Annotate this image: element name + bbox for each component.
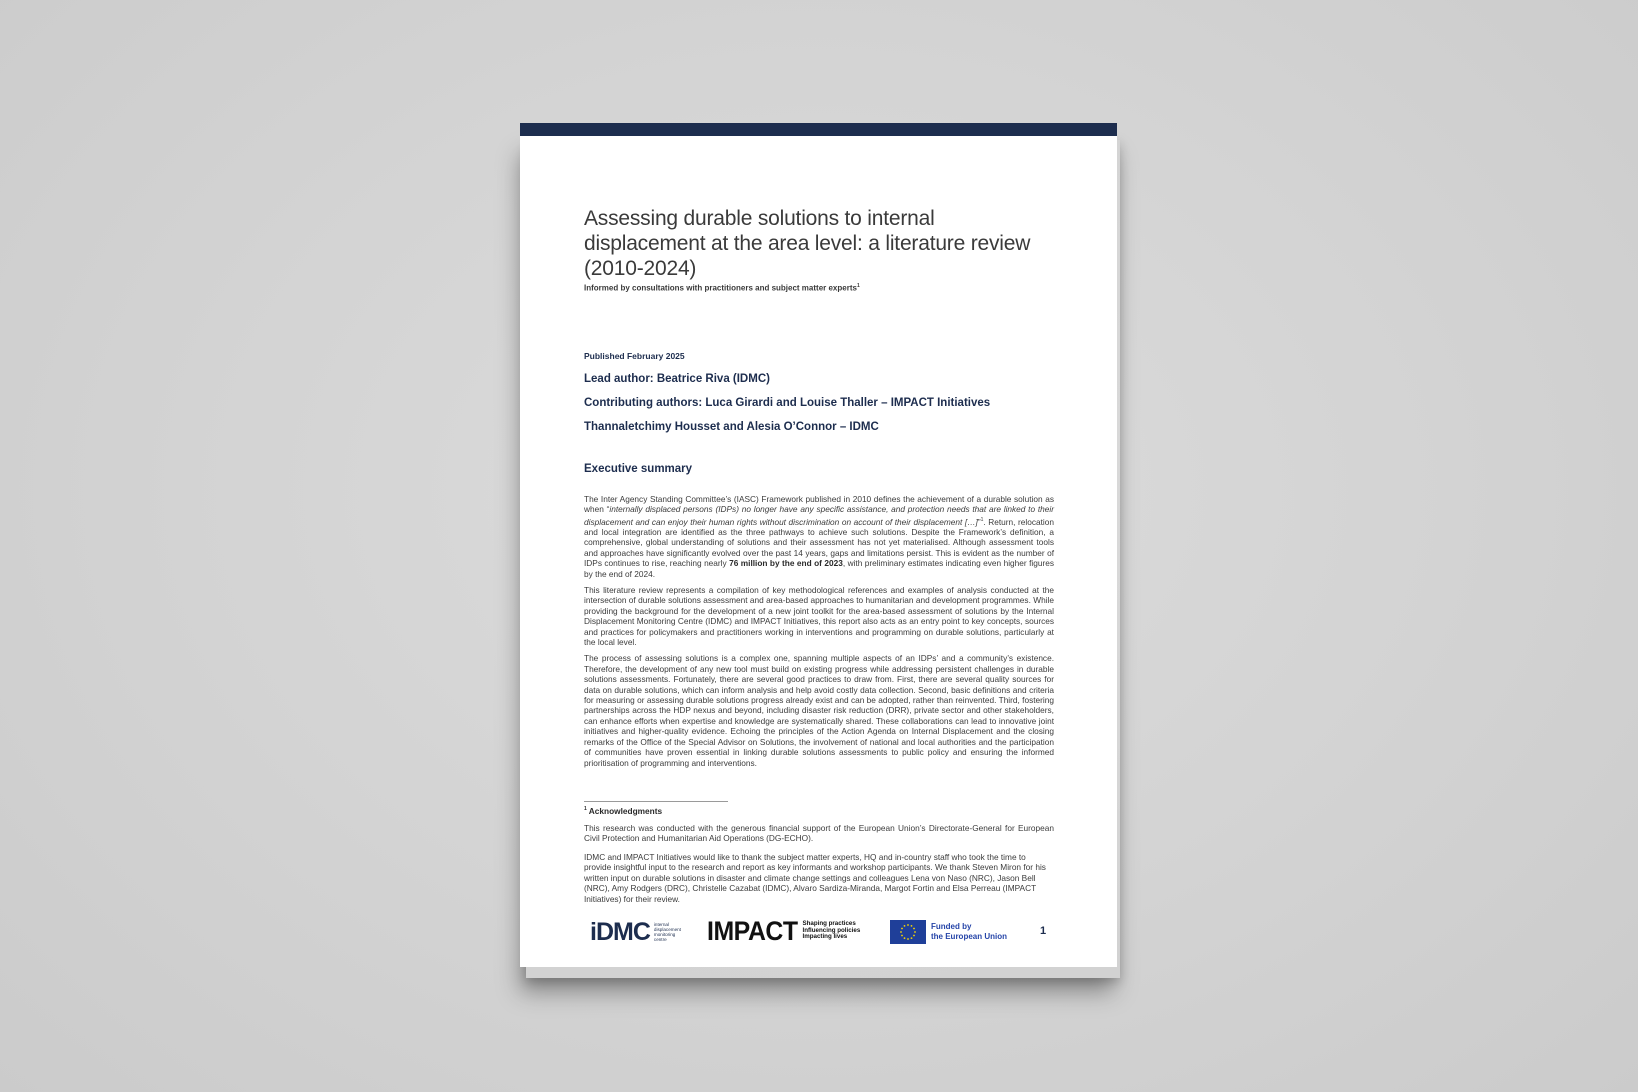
executive-summary-body bbox=[584, 494, 1054, 774]
tagline-line: Influencing policies bbox=[802, 926, 861, 934]
lead-author: Lead author: Beatrice Riva (IDMC) bbox=[584, 373, 770, 385]
tagline-line: monitoring bbox=[653, 932, 676, 937]
eu-funding-text bbox=[931, 922, 1007, 942]
footnote-text-1: This research was conducted with the generous financial support of the European Union’s Directorate-General for European Civil Protection and Humanitarian Aid Operations (DG-ECHO). bbox=[584, 823, 1054, 844]
tagline-line: Shaping practices bbox=[802, 919, 856, 927]
idmc-logo bbox=[590, 919, 681, 945]
document-page bbox=[520, 123, 1117, 967]
eu-funding-logo bbox=[890, 920, 1007, 944]
eu-text-line: Funded by bbox=[931, 922, 972, 931]
footer-logos bbox=[584, 917, 1054, 947]
eu-flag-icon bbox=[890, 920, 926, 944]
document-title bbox=[584, 206, 1054, 281]
title-line: Assessing durable solutions to internal bbox=[584, 207, 935, 230]
impact-wordmark: IMPACT bbox=[707, 916, 798, 946]
tagline-line: displacement bbox=[653, 926, 681, 932]
additional-authors: Thannaletchimy Housset and Alesia O’Connor – IDMC bbox=[584, 421, 879, 433]
title-line: displacement at the area level: a literature review bbox=[584, 232, 1031, 255]
idmc-tagline bbox=[654, 922, 681, 943]
published-date: Published February 2025 bbox=[584, 351, 685, 361]
footnote-marker[interactable]: 1 bbox=[980, 516, 984, 523]
paragraph-3: The process of assessing solutions is a complex one, spanning multiple aspects of an IDPs’ and a community’s existence. Therefore, the development of any new tool must build on existing progress while addressing persistent challenges in durable solutions assessments. Fortunately, there are several good practices to draw from. First, there are several quality sources for data on durable solutions, which can inform analysis and help avoid costly data collection. Second, basic definitions and criteria for measuring or assessing durable solutions progress already exist and can be adopted, rather than reinvented. Third, fostering partnerships across the HDP nexus and beyond, including disaster risk reduction (DRR), private sector and other stakeholders, can enhance efforts when expertise and knowledge are systematically shared. These collaborations can lead to innovative joint initiatives and higher-quality evidence. Echoing the principles of the Action Agenda on Internal Displacement and the closing remarks of the Office of the Special Advisor on Solutions, the involvement of national and local authorities and the participation of communities have proven essential in linking durable solutions assessments to public policy and ensuring the informed prioritisation of programming and interventions. bbox=[584, 653, 1054, 768]
document-subtitle bbox=[584, 283, 860, 293]
contributing-authors: Contributing authors: Luca Girardi and Louise Thaller – IMPACT Initiatives bbox=[584, 397, 991, 409]
text: The Inter Agency Standing Committee’s (IASC) Framework published in 2010 defines the achievement of a durable solution as when “ bbox=[584, 494, 1054, 515]
section-heading: Executive summary bbox=[584, 463, 693, 475]
impact-logo bbox=[707, 917, 860, 945]
tagline-line: internal bbox=[653, 921, 669, 927]
tagline-line: centre bbox=[653, 937, 667, 943]
text: . Return, relocation and local integration are identified as the three pathways to achieve such solutions. Despite the Framework’s definition, a comprehensive, global understanding of solutions and their assessment has not yet materialised. Although assessment tools and approaches have significantly evolved over the past 14 years, gaps and limitations persist. This is evident as the number of IDPs continues to rise, reaching nearly bbox=[584, 516, 1054, 569]
footnote-heading-text: Acknowledgments bbox=[588, 806, 663, 816]
quote-text: internally displaced persons (IDPs) no longer have any specific assistance, and protection needs that are linked to their displacement and can enjoy their human rights without discrimination on account of their displacement […] bbox=[584, 504, 1054, 527]
header-bar bbox=[520, 123, 1117, 136]
text: , with preliminary estimates indicating even higher figures by the end of 2024. bbox=[584, 558, 1054, 579]
footnote-divider bbox=[584, 801, 728, 802]
footnote-marker: 1 bbox=[584, 806, 587, 813]
subtitle-text: Informed by consultations with practitioners and subject matter experts bbox=[584, 283, 857, 293]
eu-text-line: the European Union bbox=[931, 932, 1007, 941]
tagline-line: Impacting lives bbox=[802, 933, 848, 941]
text: ” bbox=[977, 516, 981, 527]
footnote-marker[interactable]: 1 bbox=[856, 283, 860, 289]
highlight-text: 76 million by the end of 2023 bbox=[729, 558, 843, 569]
footnote-text-2: IDMC and IMPACT Initiatives would like to thank the subject matter experts, HQ and in-country staff who took the time to provide insightful input to the research and report as key informants and workshop participants. We thank Steven Miron for his written input on durable solutions in disaster and climate change settings and colleagues Lena von Naso (NRC), Jason Bell (NRC), Amy Rodgers (DRC), Christelle Cazabat (IDMC), Alvaro Sardiza-Miranda, Margot Fortin and Elsa Perreau (IMPACT Initiatives) for their review. bbox=[584, 852, 1046, 904]
impact-tagline bbox=[803, 921, 861, 941]
footnote-heading bbox=[584, 806, 662, 816]
paragraph-1 bbox=[584, 494, 1054, 579]
page-number: 1 bbox=[1040, 925, 1047, 937]
title-line: (2010-2024) bbox=[584, 257, 697, 280]
idmc-wordmark: iDMC bbox=[590, 918, 650, 946]
paragraph-2: This literature review represents a compilation of key methodological references and examples of analysis conducted at the intersection of durable solutions assessment and area-based approaches to humanitarian and development programmes. While providing the background for the development of a new joint toolkit for the area-based assessment of solutions by the Internal Displacement Monitoring Centre (IDMC) and IMPACT Initiatives, this report also acts as an entry point to key concepts, sources and practices for policymakers and practitioners working in interventions and programming on durable solutions, particularly at the local level. bbox=[584, 585, 1054, 648]
